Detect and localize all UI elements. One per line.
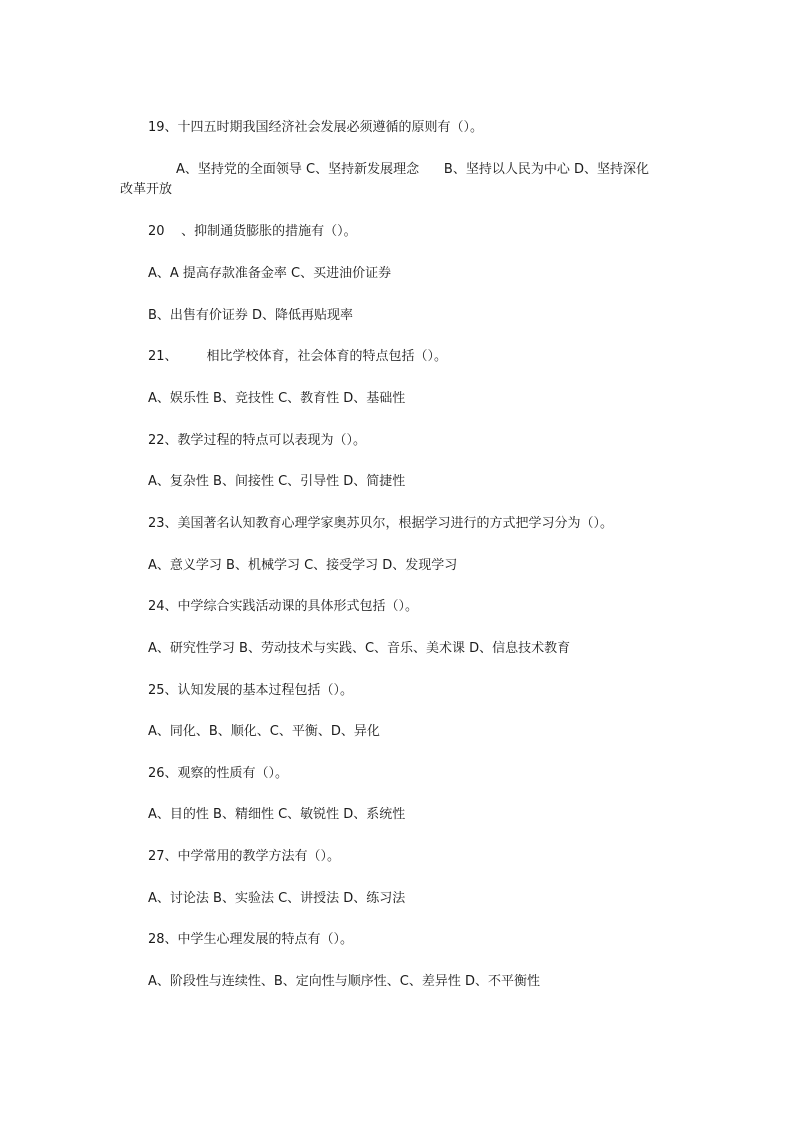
options-21: A、娱乐性 B、竞技性 C、教育性 D、基础性: [148, 391, 406, 406]
question-25: 25、认知发展的基本过程包括（）。: [148, 683, 354, 698]
options-26: A、目的性 B、精细性 C、敏锐性 D、系统性: [148, 807, 406, 822]
question-19: 19、十四五时期我国经济社会发展必须遵循的原则有（）。: [148, 120, 484, 135]
question-21: 21、 相比学校体育，社会体育的特点包括（）。: [148, 349, 447, 364]
options-19-continued: 改革开放: [120, 182, 173, 197]
question-22: 22、教学过程的特点可以表现为（）。: [148, 433, 367, 448]
question-24: 24、中学综合实践活动课的具体形式包括（）。: [148, 599, 419, 614]
options-24: A、研究性学习 B、劳动技术与实践、C、音乐、美术课 D、信息技术教育: [148, 641, 571, 656]
options-23: A、意义学习 B、机械学习 C、接受学习 D、发现学习: [148, 558, 458, 573]
options-20-line-2: B、出售有价证券 D、降低再贴现率: [148, 308, 354, 323]
question-23: 23、美国著名认知教育心理学家奥苏贝尔，根据学习进行的方式把学习分为（）。: [148, 516, 614, 531]
options-19: A、坚持党的全面领导 C、坚持新发展理念 B、坚持以人民为中心 D、坚持深化: [176, 162, 649, 177]
question-28: 28、中学生心理发展的特点有（）。: [148, 932, 354, 947]
options-22: A、复杂性 B、间接性 C、引导性 D、简捷性: [148, 474, 406, 489]
question-27: 27、中学常用的教学方法有（）。: [148, 849, 341, 864]
options-27: A、讨论法 B、实验法 C、讲授法 D、练习法: [148, 891, 406, 906]
options-25: A、同化、B、顺化、C、平衡、D、异化: [148, 724, 380, 739]
options-28: A、阶段性与连续性、B、定向性与顺序性、C、差异性 D、不平衡性: [148, 974, 541, 989]
options-20-line-1: A、A 提高存款准备金率 C、买进油价证券: [148, 266, 392, 281]
question-26: 26、观察的性质有（）。: [148, 766, 289, 781]
question-20: 20 、抑制通货膨胀的措施有（）。: [148, 224, 357, 239]
